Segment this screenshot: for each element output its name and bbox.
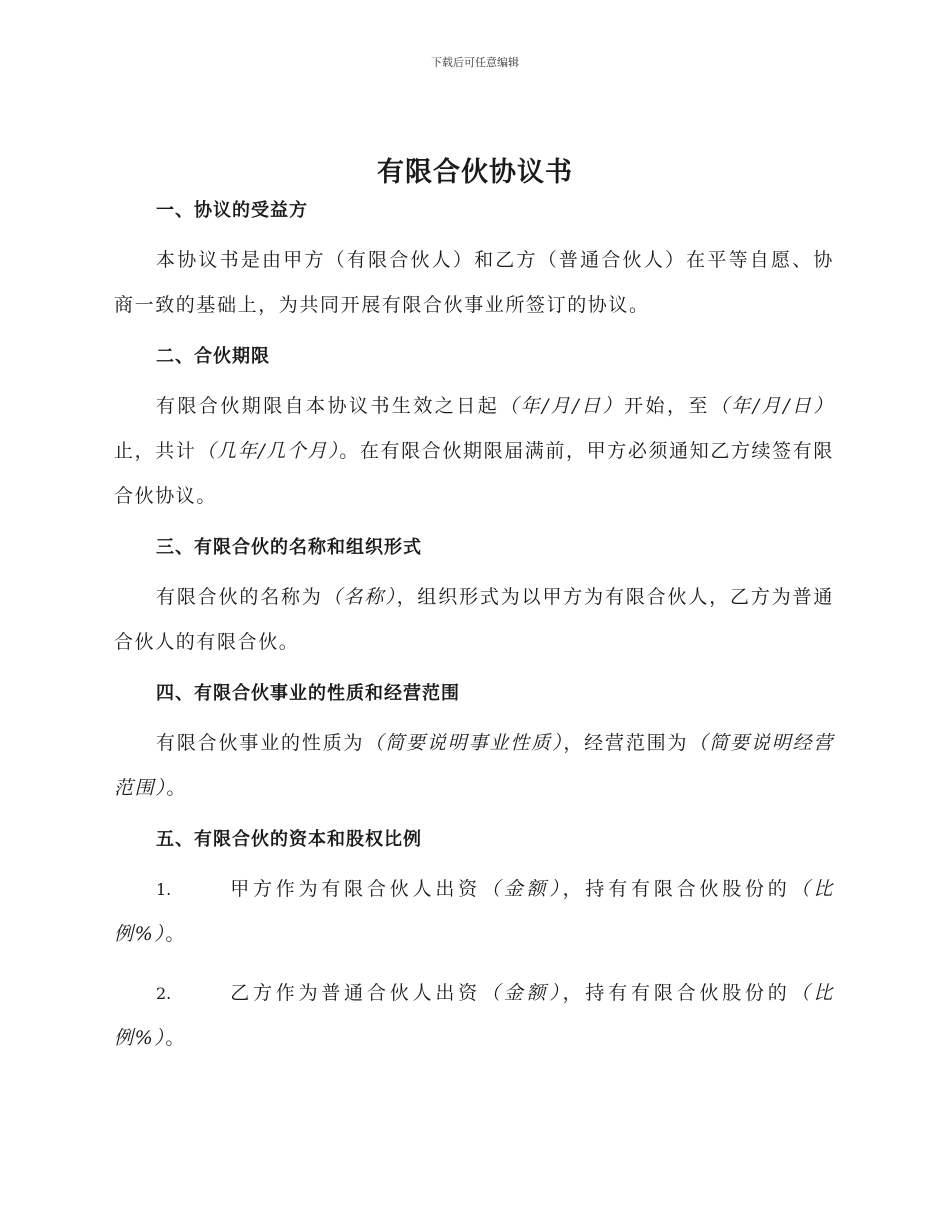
placeholder-scope: （简要说明经营范围） <box>114 732 834 799</box>
placeholder-duration: （几年/几个月） <box>196 440 340 462</box>
body-text: 开始，至 <box>624 395 710 417</box>
placeholder-date-end: （年/月/日） <box>709 395 834 417</box>
body-text: ，持有有限合伙股份的 <box>562 982 791 1004</box>
list-number: 1. <box>156 880 172 899</box>
body-text: 有限合伙期限自本协议书生效之日起 <box>156 395 500 417</box>
section-heading-2: 二、合伙期限 <box>156 346 270 367</box>
body-text: ，组织形式为以甲方为有限合伙人，乙方为普通合伙人的有限合伙。 <box>114 586 834 653</box>
placeholder-ratio: （比例%） <box>114 982 834 1049</box>
section-body-1: 本协议书是由甲方（有限合伙人）和乙方（普通合伙人）在平等自愿、协商一致的基础上，为共同开展有限合伙事业所签订的协议。 <box>114 249 834 316</box>
placeholder-amount: （金额） <box>480 982 563 1004</box>
body-text: 甲方作为有限合伙人出资 <box>228 878 481 900</box>
body-text: 有限合伙的名称为 <box>156 586 323 608</box>
placeholder-ratio: （比例%） <box>114 878 834 945</box>
body-text: 。 <box>165 923 186 945</box>
body-text: 有限合伙事业的性质为 <box>156 732 365 754</box>
body-text: ，经营范围为 <box>563 732 689 754</box>
document-body <box>114 196 834 1061</box>
placeholder-name: （名称） <box>322 586 397 608</box>
section-heading-5: 五、有限合伙的资本和股权比例 <box>156 829 422 850</box>
list-item-2 <box>114 971 834 1061</box>
section-body-3 <box>114 575 834 665</box>
body-text: 止，共计 <box>114 440 197 462</box>
section-body-2 <box>114 384 834 519</box>
body-text: 。 <box>166 777 187 799</box>
section-heading-1: 一、协议的受益方 <box>156 200 308 221</box>
list-number: 2. <box>156 984 172 1003</box>
section-heading-4: 四、有限合伙事业的性质和经营范围 <box>156 683 460 704</box>
body-text: ，持有有限合伙股份的 <box>562 878 791 900</box>
placeholder-nature: （简要说明事业性质） <box>364 732 564 754</box>
section-heading-3: 三、有限合伙的名称和组织形式 <box>156 537 422 558</box>
placeholder-amount: （金额） <box>480 878 563 900</box>
document-title: 有限合伙协议书 <box>377 157 573 188</box>
section-body-4 <box>114 721 834 811</box>
body-text: 乙方作为普通合伙人出资 <box>228 982 481 1004</box>
placeholder-date-start: （年/月/日） <box>499 395 625 417</box>
header-note: 下载后可任意编辑 <box>431 56 519 69</box>
body-text: 。 <box>165 1027 186 1049</box>
body-text: 。在有限合伙期限届满前，甲方必须通知乙方续签有限合伙协议。 <box>114 440 835 507</box>
list-item-1 <box>114 867 834 957</box>
